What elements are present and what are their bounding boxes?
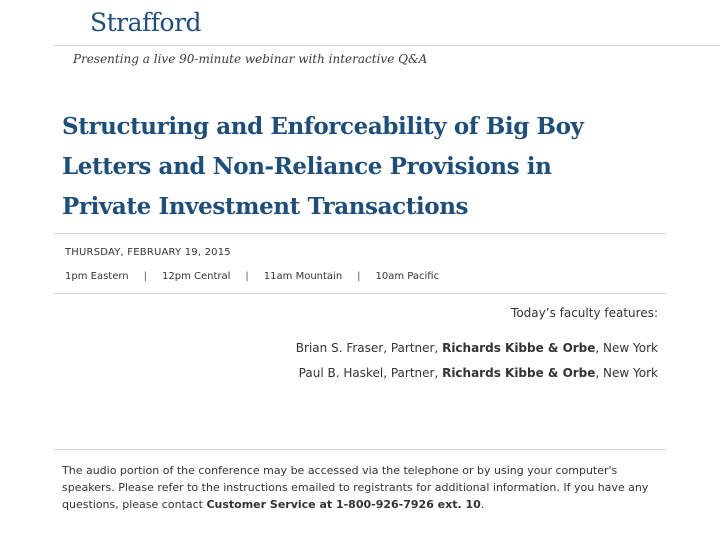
time-central: 12pm Central	[162, 271, 231, 282]
faculty-name: Brian S. Fraser, Partner,	[295, 341, 443, 355]
faculty-member	[299, 366, 658, 380]
title-line-2: Letters and Non-Reliance Provisions in	[62, 153, 552, 180]
time-pacific: 10am Pacific	[375, 271, 440, 282]
time-mountain: 11am Mountain	[263, 271, 343, 282]
faculty-location: , New York	[595, 366, 658, 380]
time-separator: |	[143, 271, 148, 282]
faculty-firm: Richards Kibbe & Orbe	[442, 366, 596, 380]
faculty-firm: Richards Kibbe & Orbe	[442, 341, 596, 355]
title-line-1: Structuring and Enforceability of Big Boy	[62, 113, 584, 140]
time-separator: |	[357, 271, 361, 282]
faculty-label: Today’s faculty features:	[511, 306, 658, 320]
customer-service-contact: Customer Service at 1-800-926-7926 ext. 10	[206, 498, 481, 511]
time-eastern: 1pm Eastern	[65, 271, 129, 282]
strafford-logo: Strafford	[90, 8, 202, 37]
faculty-name: Paul B. Haskel, Partner,	[298, 366, 443, 380]
webinar-tagline: Presenting a live 90-minute webinar with interactive Q&A	[73, 52, 428, 66]
title-divider	[54, 233, 666, 234]
webinar-date: THURSDAY, FEBRUARY 19, 2015	[65, 247, 231, 258]
audio-notice-end: .	[480, 498, 485, 511]
faculty-divider	[54, 449, 666, 450]
webinar-times	[65, 271, 439, 282]
faculty-member	[296, 341, 658, 355]
webinar-title	[62, 107, 682, 227]
schedule-divider	[54, 293, 666, 294]
faculty-location: , New York	[595, 341, 658, 355]
audio-notice	[62, 462, 652, 513]
title-line-3: Private Investment Transactions	[62, 193, 469, 220]
time-separator: |	[245, 271, 249, 282]
audio-notice-text: The audio portion of the conference may be accessed via the telephone or by using your computer's speakers. Please refer to the instructions emailed to registrants for additional information. If you have any questions, please contact	[62, 464, 649, 511]
header-divider	[54, 45, 720, 46]
